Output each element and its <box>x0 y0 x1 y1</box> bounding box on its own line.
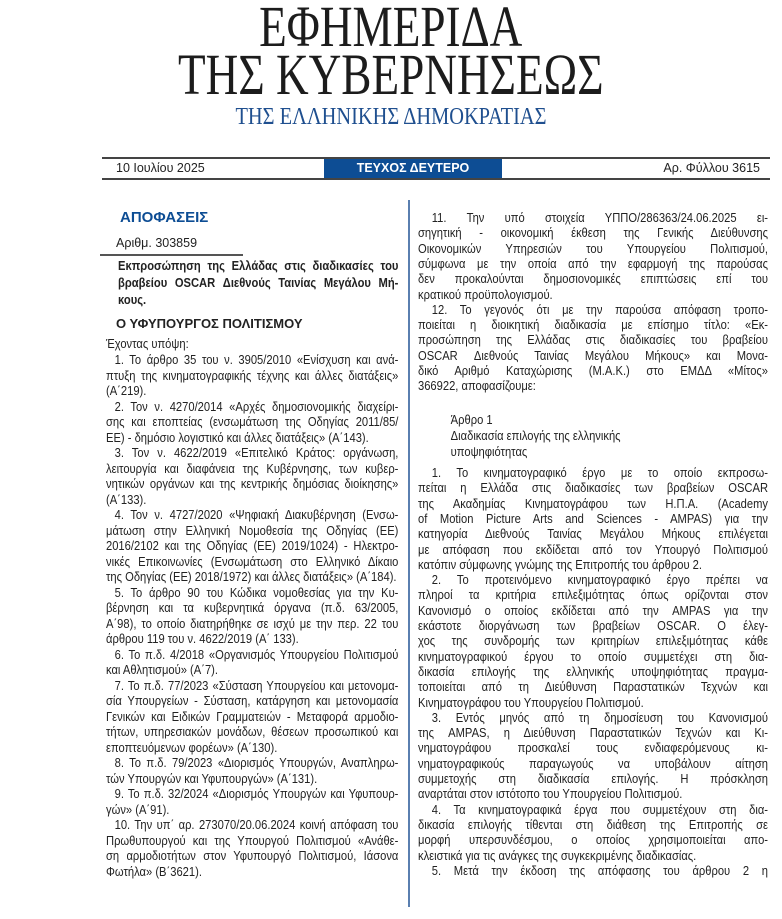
paragraph-line: νητικών οργάνων και της κεντρικής δημόσιας διοίκησης» <box>106 476 399 491</box>
paragraph-line: Κινηματογράφου του Υπουργείου Πολιτισμού. <box>418 694 644 710</box>
paragraph-line: νικές Επικοινωνίες (Ενσωμάτωση στο Ελληνικό Δίκαιο <box>106 553 399 569</box>
divider <box>100 254 243 256</box>
paragraph-line: τών Υπουργών και Υφυπουργών» (Α΄131). <box>106 770 318 786</box>
intro-text: Έχοντας υπόψη: <box>106 336 189 351</box>
paragraph-line: ση αρμοδιοτήτων στον Υφυπουργό Πολιτισμού, Ιάσονα <box>106 848 399 863</box>
paragraph-line: 366922, αποφασίζουμε: <box>418 378 536 394</box>
paragraph-line: συμμετοχής στη διαδικασία επιλογής. Η πρόσκληση <box>418 771 769 786</box>
paragraph-line: νηματογραφικούς παραγωγούς να υποβάλουν αίτηση <box>418 755 769 771</box>
paragraph-line: Οικονομικών Υπηρεσιών του Υπουργείου Πολιτισμού, <box>418 240 769 256</box>
paragraph-line: 11. Την υπό στοιχεία ΥΠΠΟ/286363/24.06.2025 ει- <box>431 210 769 225</box>
paragraph-line: 4. Τον ν. 4727/2020 «Ψηφιακή Διακυβέρνηση (Ενσω- <box>114 507 399 522</box>
paragraph-line: κατηγορία Διεθνούς Ταινίας Μεγάλου Μήκους επιλέγεται <box>418 526 769 542</box>
gazette-title-line2: ΤΗΣ ΚΥΒΕΡΝΗΣΕΩΣ <box>178 42 604 107</box>
paragraph-line: λειτουργία και διαφάνεια της Κυβέρνησης, των κυβερ- <box>106 460 399 476</box>
paragraph-line: 6. Το π.δ. 4/2018 «Οργανισμός Υπουργείου Πολιτισμού <box>114 646 399 662</box>
paragraph-line: 3. Εντός μηνός από τη δημοσίευση του Κανονισμού <box>431 709 769 725</box>
gazette-title-line1: ΕΦΗΜΕΡΙΔΑ <box>259 0 523 59</box>
paragraph-line: νηματογράφου προσκαλεί τους ενδιαφερόμενους κι- <box>418 740 769 756</box>
issue-date: 10 Ιουλίου 2025 <box>116 161 205 175</box>
paragraph-line: 12. Το γεγονός ότι με την παρούσα απόφαση τροπο- <box>431 301 769 317</box>
sheet-number: Αρ. Φύλλου 3615 <box>663 161 760 175</box>
article-title-line: υποψηφιότητας <box>450 444 528 459</box>
paragraph-line: κλειστικά για τις ανάγκες της συγκεκριμένης διαδικασίας. <box>418 847 697 863</box>
paragraph-line: μάτωση στην Ελληνική Νομοθεσία της Οδηγίας (ΕΕ) <box>106 522 399 538</box>
paragraph-line: 2. Τον ν. 4270/2014 «Αρχές δημοσιονομικής διαχείρι- <box>114 398 399 414</box>
paragraph-line: Γενικών και Ειδικών Γραμματειών - Μεταφορά αρμοδιο- <box>106 708 399 724</box>
paragraph-line: 5. Μετά την έκδοση της απόφασης του άρθρου 2 η <box>431 862 769 878</box>
paragraph-line: σης και εποπτείας (ενσωμάτωση της Οδηγίας 2011/85/ <box>106 414 399 429</box>
paragraph-line: 8. Το π.δ. 79/2023 «Διορισμός Υπουργών, Αναπληρω- <box>114 755 399 770</box>
paragraph-line: δεν προκαλούνται δημοσιονομικές επιπτώσεις επί του <box>418 271 769 287</box>
paragraph-line: δικό Αριθμό Καταχώρισης (Μ.Α.Κ.) στο ΕΜΔΔ «Μίτος» <box>418 363 769 378</box>
paragraph-line: 7. Το π.δ. 77/2023 «Σύσταση Υπουργείου και μετονομα- <box>114 677 399 693</box>
paragraph-line: κατόπιν σύμφωνης γνώμης της Επιτροπής του άρθρου 2. <box>418 556 702 572</box>
paragraph-line: δικασία επιλογής της ελληνικής υποψηφιότητας πραγμα- <box>418 663 769 679</box>
paragraph-line: τοποιείται από τη Διεύθυνση Παραστατικών Τεχνών και <box>418 679 769 695</box>
article-title-line: Διαδικασία επιλογής της ελληνικής <box>450 428 621 443</box>
paragraph-line: πείται η Ελλάδα στις διαδικασίες των βραβείων OSCAR <box>418 480 769 496</box>
issue-volume-badge: ΤΕΥΧΟΣ ΔΕΥΤΕΡΟ <box>324 159 502 178</box>
paragraph-line: δικασία επιλογής τίθενται στη διάθεση της Επιτροπής σε <box>418 816 769 832</box>
issue-header-bar <box>102 157 770 180</box>
paragraph-line: 9. Το π.δ. 32/2024 «Διορισμός Υπουργών και Υφυπουρ- <box>114 786 399 801</box>
paragraph-line: και Αθλητισμού» (Α΄7). <box>106 662 219 677</box>
paragraph-line: της Οδηγίας (ΕΕ) 2018/1972) και άλλες διατάξεις» (Α΄184). <box>106 569 397 584</box>
paragraph-line: πληροί τα κριτήρια επιλεξιμότητας όπως ορίζονται στον <box>418 587 769 603</box>
paragraph-line: (Α΄133). <box>106 491 147 507</box>
paragraph-line: εποπτευόμενων φορέων» (Α΄130). <box>106 739 278 755</box>
decision-title-line: βραβείου OSCAR Διεθνούς Ταινίας Μεγάλου Μή- <box>118 275 399 290</box>
paragraph-line: σύμφωνα με την οποία από την εφαρμογή της παρούσας <box>418 255 769 271</box>
gazette-subtitle: ΤΗΣ ΕΛΛΗΝΙΚΗΣ ΔΗΜΟΚΡΑΤΙΑΣ <box>235 104 547 130</box>
paragraph-line: αναρτάται στον ιστότοπο του Υπουργείου Πολιτισμού. <box>418 786 683 802</box>
paragraph-line: σηγητική - οικονομική έκθεση της Γενικής Διεύθυνσης <box>418 225 769 241</box>
paragraph-line: 1. Το κινηματογραφικό έργο με το οποίο εκπροσω- <box>431 465 769 480</box>
paragraph-line: Κανονισμό ο οποίος εκδίδεται από την AMPAS για την <box>418 602 769 618</box>
paragraph-line: Α΄98), το οποίο διατηρήθηκε σε ισχύ με την περ. 22 του <box>106 615 399 631</box>
paragraph-line: ΕΕ) - δημόσιο λογιστικό και άλλες διατάξεις» (Α΄143). <box>106 429 369 445</box>
paragraph-line: 1. Το άρθρο 35 του ν. 3905/2010 «Ενίσχυση και ανά- <box>114 352 399 367</box>
paragraph-line: OSCAR Διεθνούς Ταινίας Μεγάλου Μήκους» και Μονα- <box>418 347 769 363</box>
paragraph-line: με απόφαση που εκδίδεται από τον Υπουργό Πολιτισμού <box>418 541 769 557</box>
paragraph-line: μορφή υπερσυνδέσμου, ο οποίος χρησιμοποιείται απο- <box>418 832 769 848</box>
section-heading: ΑΠΟΦΑΣΕΙΣ <box>120 209 209 226</box>
paragraph-line: σία Υπουργείων - Σύσταση, κατάργηση και μετονομασία <box>106 693 399 708</box>
paragraph-line: κρατικού προϋπολογισμού. <box>418 286 553 302</box>
decision-title-line: Εκπροσώπηση της Ελλάδας στις διαδικασίες του <box>118 258 399 273</box>
paragraph-line: 10. Την υπ΄ αρ. 273070/20.06.2024 κοινή απόφαση του <box>114 817 399 832</box>
issuing-authority: Ο ΥΦΥΠΟΥΡΓΟΣ ΠΟΛΙΤΙΣΜΟΥ <box>116 316 303 331</box>
paragraph-line: (Α΄219). <box>106 383 147 398</box>
column-divider <box>408 200 410 907</box>
paragraph-line: 2. Το προτεινόμενο κινηματογραφικό έργο πρέπει να <box>431 572 769 588</box>
paragraph-line: άρθρου 119 του ν. 4622/2019 (Α΄ 133). <box>106 631 299 646</box>
paragraph-line: τήτων, υπηρεσιακών μονάδων, θέσεων προσωπικού και <box>106 724 399 739</box>
paragraph-line: της AMPAS, η Διεύθυνση Παραστατικών Τεχνών και Κι- <box>418 725 769 741</box>
paragraph-line: προσώπηση της Ελλάδας στις διαδικασίες του βραβείου <box>418 332 769 348</box>
paragraph-line: εκάστοτε διοργάνωση των βραβείων OSCAR. Ο έλεγ- <box>418 618 769 633</box>
paragraph-line: of Motion Picture Arts and Sciences - AMPAS) για την <box>418 510 769 526</box>
paragraph-line: βέρνηση και τα κυβερνητικά όργανα (π.δ. 63/2005, <box>106 600 399 615</box>
paragraph-line: κινηματογραφικού έργου το οποίο συμμετέχει στη δια- <box>418 648 769 664</box>
paragraph-line: ποιείται η διοικητική διαδικασία με επίσημο τίτλο: «Εκ- <box>418 317 769 333</box>
paragraph-line: χος της συνδρομής των κριτηρίων επιλεξιμότητας κάθε <box>418 633 769 649</box>
paragraph-line: 5. Το άρθρο 90 του Κώδικα νομοθεσίας για την Κυ- <box>114 584 399 600</box>
decision-title-line: κους. <box>118 292 147 307</box>
decision-number: Αριθμ. 303859 <box>116 236 198 250</box>
paragraph-line: πτυξη της κινηματογραφικής τέχνης και άλλες διατάξεις» <box>106 367 399 383</box>
paragraph-line: της Ακαδημίας Κινηματογράφου των Η.Π.Α. (Academy <box>418 495 769 511</box>
paragraph-line: 4. Τα κινηματογραφικά έργα που συμμετέχουν στη δια- <box>431 801 769 817</box>
paragraph-line: Φωτήλα» (Β΄3621). <box>106 863 202 879</box>
article-number: Άρθρο 1 <box>450 412 493 427</box>
paragraph-line: 3. Τον ν. 4622/2019 «Επιτελικό Κράτος: οργάνωση, <box>114 445 399 460</box>
paragraph-line: 2016/2102 και της Οδηγίας (ΕΕ) 2019/1024) - Ηλεκτρο- <box>106 538 399 553</box>
paragraph-line: Πρωθυπουργού και της Υπουργού Πολιτισμού «Ανάθε- <box>106 832 399 848</box>
paragraph-line: γών» (Α΄91). <box>106 801 170 817</box>
